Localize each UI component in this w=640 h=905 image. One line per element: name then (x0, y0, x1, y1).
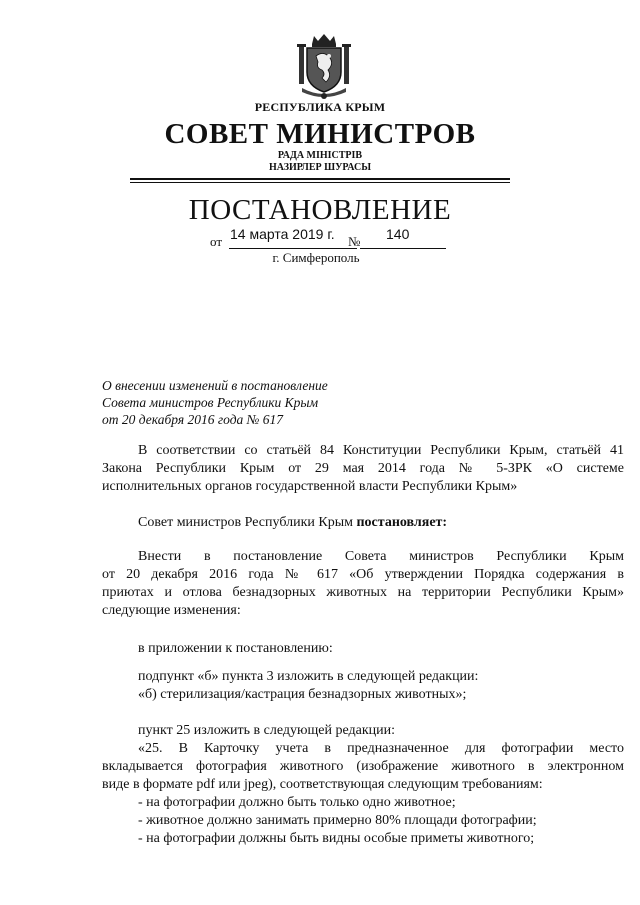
text-line: пункт 25 изложить в следующей редакции: (138, 723, 395, 738)
date-number-line (210, 226, 450, 250)
text-line: виде в формате pdf или jpeg), соответствующая следующим требованиям: (102, 777, 543, 792)
text-line: Внести в постановление Совета министров Республики Крым (138, 549, 624, 564)
city: г. Симферополь (272, 250, 360, 265)
paragraph-resolves (102, 514, 624, 532)
requirement-item: - на фотографии должны быть видны особые приметы животного; (138, 831, 535, 846)
text-line: подпункт «б» пункта 3 изложить в следующей редакции: (138, 669, 479, 684)
text-line: В соответствии со статьёй 84 Конституции Республики Крым, статьёй 41 (138, 443, 624, 458)
text-line: «б) стерилизация/кастрация безнадзорных животных»; (138, 687, 467, 702)
coat-of-arms-emblem (296, 32, 352, 100)
requirement-item: - на фотографии должно быть только одно животное; (138, 795, 456, 810)
subject-line: Совета министров Республики Крым (102, 395, 319, 410)
text-line: Закона Республики Крым от 29 мая 2014 года № 5-ЗРК «О системе (102, 461, 624, 476)
council-title-crimean-tatar: НАЗИРЛЕР ШУРАСЫ (268, 162, 372, 173)
document-type-title: ПОСТАНОВЛЕНИЕ (188, 194, 452, 226)
council-title: СОВЕТ МИНИСТРОВ (164, 118, 476, 150)
text-line: «25. В Карточку учета в предназначенное для фотографии место (138, 741, 624, 756)
text-line: вкладывается фотография животного (изображение животного в электронном (102, 759, 624, 774)
date-prefix: от (210, 234, 223, 249)
requirement-item: - животное должно занимать примерно 80% площади фотографии; (138, 813, 537, 828)
header-rule-thick (130, 178, 510, 180)
paragraph-point-25 (102, 722, 624, 848)
paragraph-subpoint-b (102, 668, 624, 704)
text-line: от 20 декабря 2016 года № 617 «Об утверждении Порядка содержания в (102, 567, 624, 582)
text-line: приютах и отлова безнадзорных животных на территории Республики Крым» (102, 585, 624, 600)
council-title-ukrainian: РАДА МІНІСТРІВ (277, 150, 363, 161)
paragraph-appendix (102, 640, 624, 658)
paragraph-legal-basis (102, 442, 624, 496)
header-rule-thin (130, 182, 510, 183)
paragraph-amend (102, 548, 624, 620)
text-line: исполнительных органов государственной власти Республики Крым» (102, 479, 518, 494)
number-underline (360, 248, 446, 249)
resolves-keyword: постановляет: (356, 515, 448, 530)
decree-subject (102, 377, 328, 428)
subject-line: О внесении изменений в постановление (102, 378, 328, 393)
text-line: следующие изменения: (102, 603, 241, 618)
text-line: в приложении к постановлению: (138, 641, 333, 656)
decree-number: 140 (386, 226, 410, 242)
number-prefix: № (348, 234, 361, 249)
republic-name: РЕСПУБЛИКА КРЫМ (254, 100, 386, 114)
date-underline (229, 248, 357, 249)
decree-date: 14 марта 2019 г. (230, 226, 335, 242)
subject-line: от 20 декабря 2016 года № 617 (102, 412, 283, 427)
resolves-text: Совет министров Республики Крым (138, 515, 357, 530)
